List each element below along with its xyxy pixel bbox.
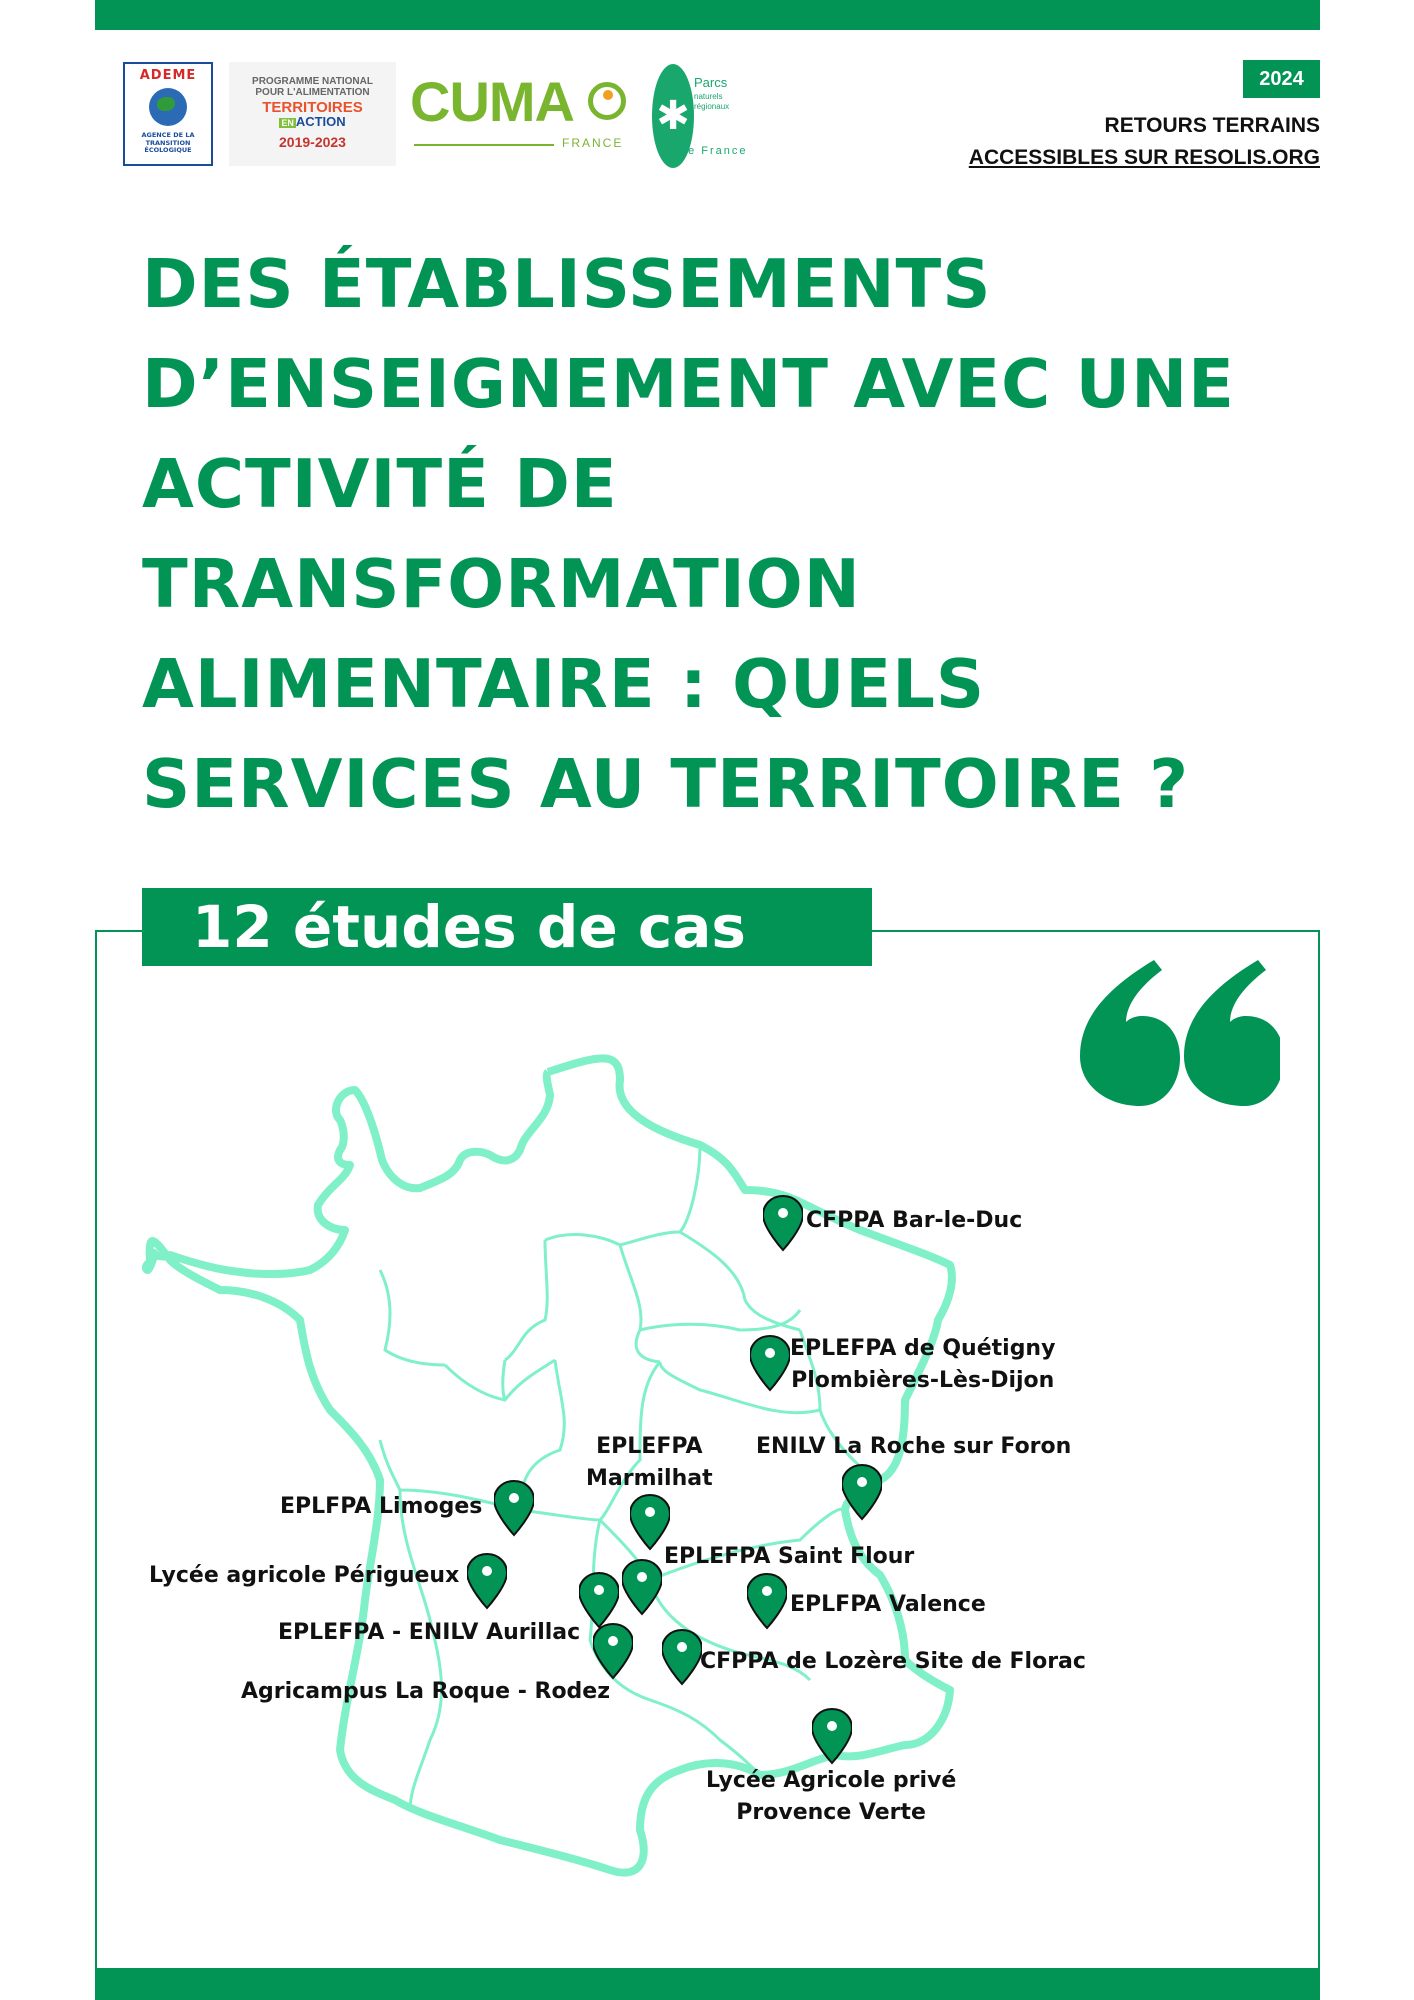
map-pin-icon[interactable] (763, 1194, 803, 1252)
retours-line1: RETOURS TERRAINS (1104, 114, 1320, 137)
map-pin-icon[interactable] (747, 1572, 787, 1630)
pna-line2: POUR L'ALIMENTATION (255, 87, 370, 98)
case-count-label: 12 études de cas (142, 888, 872, 966)
location-label (706, 1765, 956, 1829)
map-pin-icon[interactable] (622, 1558, 662, 1616)
map-pin-icon[interactable] (494, 1479, 534, 1537)
location-label-line: Lycée Agricole privé (706, 1768, 957, 1793)
title-line: TRANSFORMATION (142, 545, 861, 623)
location-label: CFPPA Bar-le-Duc (806, 1208, 1023, 1233)
location-label-line: EPLEFPA (596, 1434, 703, 1459)
pna-line4: ACTION (295, 114, 346, 129)
parcs-line4: de France (680, 145, 748, 157)
location-label: EPLFPA Valence (790, 1592, 986, 1617)
location-label (586, 1431, 713, 1495)
location-label (790, 1333, 1055, 1397)
location-label-line: Plombières-Lès-Dijon (791, 1368, 1055, 1393)
pna-badge: EN (281, 118, 294, 128)
pna-line3: TERRITOIRES (262, 99, 363, 116)
resolis-link[interactable]: ACCESSIBLES SUR RESOLIS.ORG (968, 146, 1320, 169)
location-label: ENILV La Roche sur Foron (756, 1434, 1072, 1459)
location-label-line: Provence Verte (736, 1800, 926, 1825)
map-pin-icon[interactable] (579, 1571, 619, 1629)
cuma-logo-name: CUMA (410, 70, 574, 133)
pna-years: 2019-2023 (279, 134, 346, 150)
parcs-flower-icon: ✱ (652, 64, 694, 168)
map-pin-icon[interactable] (750, 1334, 790, 1392)
cuma-logo-country: FRANCE (562, 136, 624, 150)
parcs-line3: régionaux (694, 102, 730, 111)
pna-line1: PROGRAMME NATIONAL (252, 76, 373, 87)
location-label: Lycée agricole Périgueux (149, 1563, 460, 1588)
ademe-logo-name: ADEME (139, 68, 197, 83)
title-line: SERVICES AU TERRITOIRE ? (142, 745, 1190, 823)
location-label: EPLFPA Limoges (280, 1494, 483, 1519)
parcs-line1: Parcs (694, 75, 728, 90)
location-label-line: Marmilhat (586, 1466, 713, 1491)
map-pin-icon[interactable] (593, 1622, 633, 1680)
location-label: CFPPA de Lozère Site de Florac (700, 1649, 1086, 1674)
year-badge: 2024 (1243, 60, 1320, 98)
location-label: EPLEFPA - ENILV Aurillac (278, 1620, 581, 1645)
map-pin-icon[interactable] (467, 1552, 507, 1610)
map-pin-icon[interactable] (662, 1628, 702, 1686)
title-line: DES ÉTABLISSEMENTS (142, 245, 992, 323)
title-line: ALIMENTAIRE : QUELS (142, 645, 986, 723)
bottom-accent-bar (95, 1968, 1320, 2000)
location-label: Agricampus La Roque - Rodez (241, 1679, 611, 1704)
location-label: EPLEFPA Saint Flour (664, 1544, 915, 1569)
title-line: ACTIVITÉ DE (142, 445, 618, 523)
parcs-line2: naturels (694, 92, 723, 101)
title-line: D’ENSEIGNEMENT AVEC UNE (142, 345, 1235, 423)
map-pin-icon[interactable] (842, 1463, 882, 1521)
location-label-line: EPLEFPA de Quétigny (790, 1336, 1056, 1361)
map-pin-icon[interactable] (812, 1707, 852, 1765)
ademe-logo-subtitle: AGENCE DE LA TRANSITION ÉCOLOGIQUE (141, 131, 195, 154)
